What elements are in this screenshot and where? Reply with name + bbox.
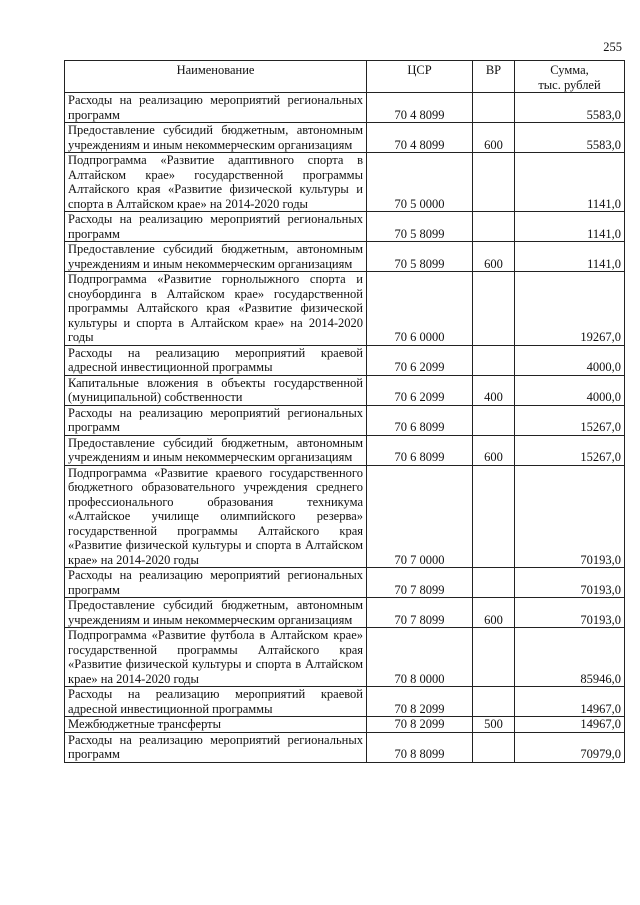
row-name: Расходы на реализацию мероприятий краевой адресной инвестиционной программы [65,345,367,375]
row-csr: 70 8 2099 [367,687,473,717]
table-row [65,732,625,762]
row-name: Расходы на реализацию мероприятий региональных программ [65,405,367,435]
row-sum: 1141,0 [515,153,625,212]
row-csr: 70 5 8099 [367,212,473,242]
row-vr [473,628,515,687]
row-name: Капитальные вложения в объекты государственной (муниципальной) собственности [65,375,367,405]
row-sum: 4000,0 [515,375,625,405]
table-row [65,405,625,435]
row-vr [473,687,515,717]
table-row [65,93,625,123]
table-row [65,375,625,405]
row-name: Расходы на реализацию мероприятий краевой адресной инвестиционной программы [65,687,367,717]
table-row [65,242,625,272]
table-row [65,465,625,568]
table-row [65,123,625,153]
row-vr [473,153,515,212]
row-sum: 5583,0 [515,123,625,153]
row-sum: 15267,0 [515,435,625,465]
row-csr: 70 7 8099 [367,598,473,628]
header-row [65,61,625,93]
row-csr: 70 8 2099 [367,717,473,733]
row-name: Расходы на реализацию мероприятий региональных программ [65,93,367,123]
page-number: 255 [603,40,622,54]
table-row [65,628,625,687]
row-csr: 70 6 2099 [367,345,473,375]
row-sum: 14967,0 [515,687,625,717]
row-csr: 70 6 8099 [367,435,473,465]
row-csr: 70 4 8099 [367,93,473,123]
row-csr: 70 4 8099 [367,123,473,153]
row-name: Подпрограмма «Развитие краевого государственного бюджетного образовательного учреждения среднего профессионального образования техникума «Алтайское училище олимпийского резерва» государственной программы Алтайского края «Развитие физической культуры и спорта в Алтайском крае» на 2014-2020 годы [65,465,367,568]
row-vr [473,272,515,346]
row-sum: 70193,0 [515,598,625,628]
table-row [65,345,625,375]
row-vr: 600 [473,435,515,465]
budget-table [64,60,625,763]
header-sum-line2: тыс. рублей [538,77,601,92]
row-vr [473,212,515,242]
row-sum: 70193,0 [515,465,625,568]
row-vr [473,405,515,435]
row-csr: 70 6 0000 [367,272,473,346]
row-name: Предоставление субсидий бюджетным, автономным учреждениям и иным некоммерческим организациям [65,598,367,628]
row-name: Подпрограмма «Развитие футбола в Алтайском крае» государственной программы Алтайского края «Развитие физической культуры и спорта в Алтайском крае» на 2014-2020 годы [65,628,367,687]
header-sum [515,61,625,93]
row-csr: 70 6 8099 [367,405,473,435]
row-vr [473,93,515,123]
table-body [65,93,625,763]
row-sum: 1141,0 [515,212,625,242]
row-csr: 70 5 8099 [367,242,473,272]
row-sum: 19267,0 [515,272,625,346]
table-row [65,568,625,598]
row-csr: 70 7 0000 [367,465,473,568]
table-row [65,687,625,717]
row-sum: 85946,0 [515,628,625,687]
table-row [65,598,625,628]
row-vr: 600 [473,598,515,628]
row-name: Предоставление субсидий бюджетным, автономным учреждениям и иным некоммерческим организациям [65,123,367,153]
row-csr: 70 5 0000 [367,153,473,212]
table-row [65,212,625,242]
row-vr [473,732,515,762]
row-vr: 600 [473,242,515,272]
row-name: Расходы на реализацию мероприятий региональных программ [65,568,367,598]
header-csr: ЦСР [367,61,473,93]
row-sum: 4000,0 [515,345,625,375]
row-name: Расходы на реализацию мероприятий региональных программ [65,732,367,762]
table-row [65,272,625,346]
row-csr: 70 6 2099 [367,375,473,405]
row-name: Расходы на реализацию мероприятий региональных программ [65,212,367,242]
table-header [65,61,625,93]
row-vr: 400 [473,375,515,405]
row-name: Предоставление субсидий бюджетным, автономным учреждениям и иным некоммерческим организациям [65,435,367,465]
row-sum: 14967,0 [515,717,625,733]
table-row [65,435,625,465]
row-csr: 70 8 8099 [367,732,473,762]
row-vr: 600 [473,123,515,153]
row-vr: 500 [473,717,515,733]
row-name: Предоставление субсидий бюджетным, автономным учреждениям и иным некоммерческим организациям [65,242,367,272]
row-csr: 70 7 8099 [367,568,473,598]
row-name: Межбюджетные трансферты [65,717,367,733]
row-sum: 70979,0 [515,732,625,762]
row-sum: 1141,0 [515,242,625,272]
row-sum: 70193,0 [515,568,625,598]
table-row [65,153,625,212]
header-vr: ВР [473,61,515,93]
row-csr: 70 8 0000 [367,628,473,687]
row-name: Подпрограмма «Развитие горнолыжного спорта и сноубординга в Алтайском крае» государственной программы Алтайского края «Развитие физической культуры и спорта в Алтайском крае» на 2014-2020 годы [65,272,367,346]
header-sum-line1: Сумма, [550,63,589,77]
header-name: Наименование [65,61,367,93]
table-row [65,717,625,733]
row-vr [473,345,515,375]
row-sum: 15267,0 [515,405,625,435]
row-vr [473,465,515,568]
row-vr [473,568,515,598]
row-name: Подпрограмма «Развитие адаптивного спорта в Алтайском крае» государственной программы Алтайского края «Развитие физической культуры и спорта в Алтайском крае» на 2014-2020 годы [65,153,367,212]
row-sum: 5583,0 [515,93,625,123]
